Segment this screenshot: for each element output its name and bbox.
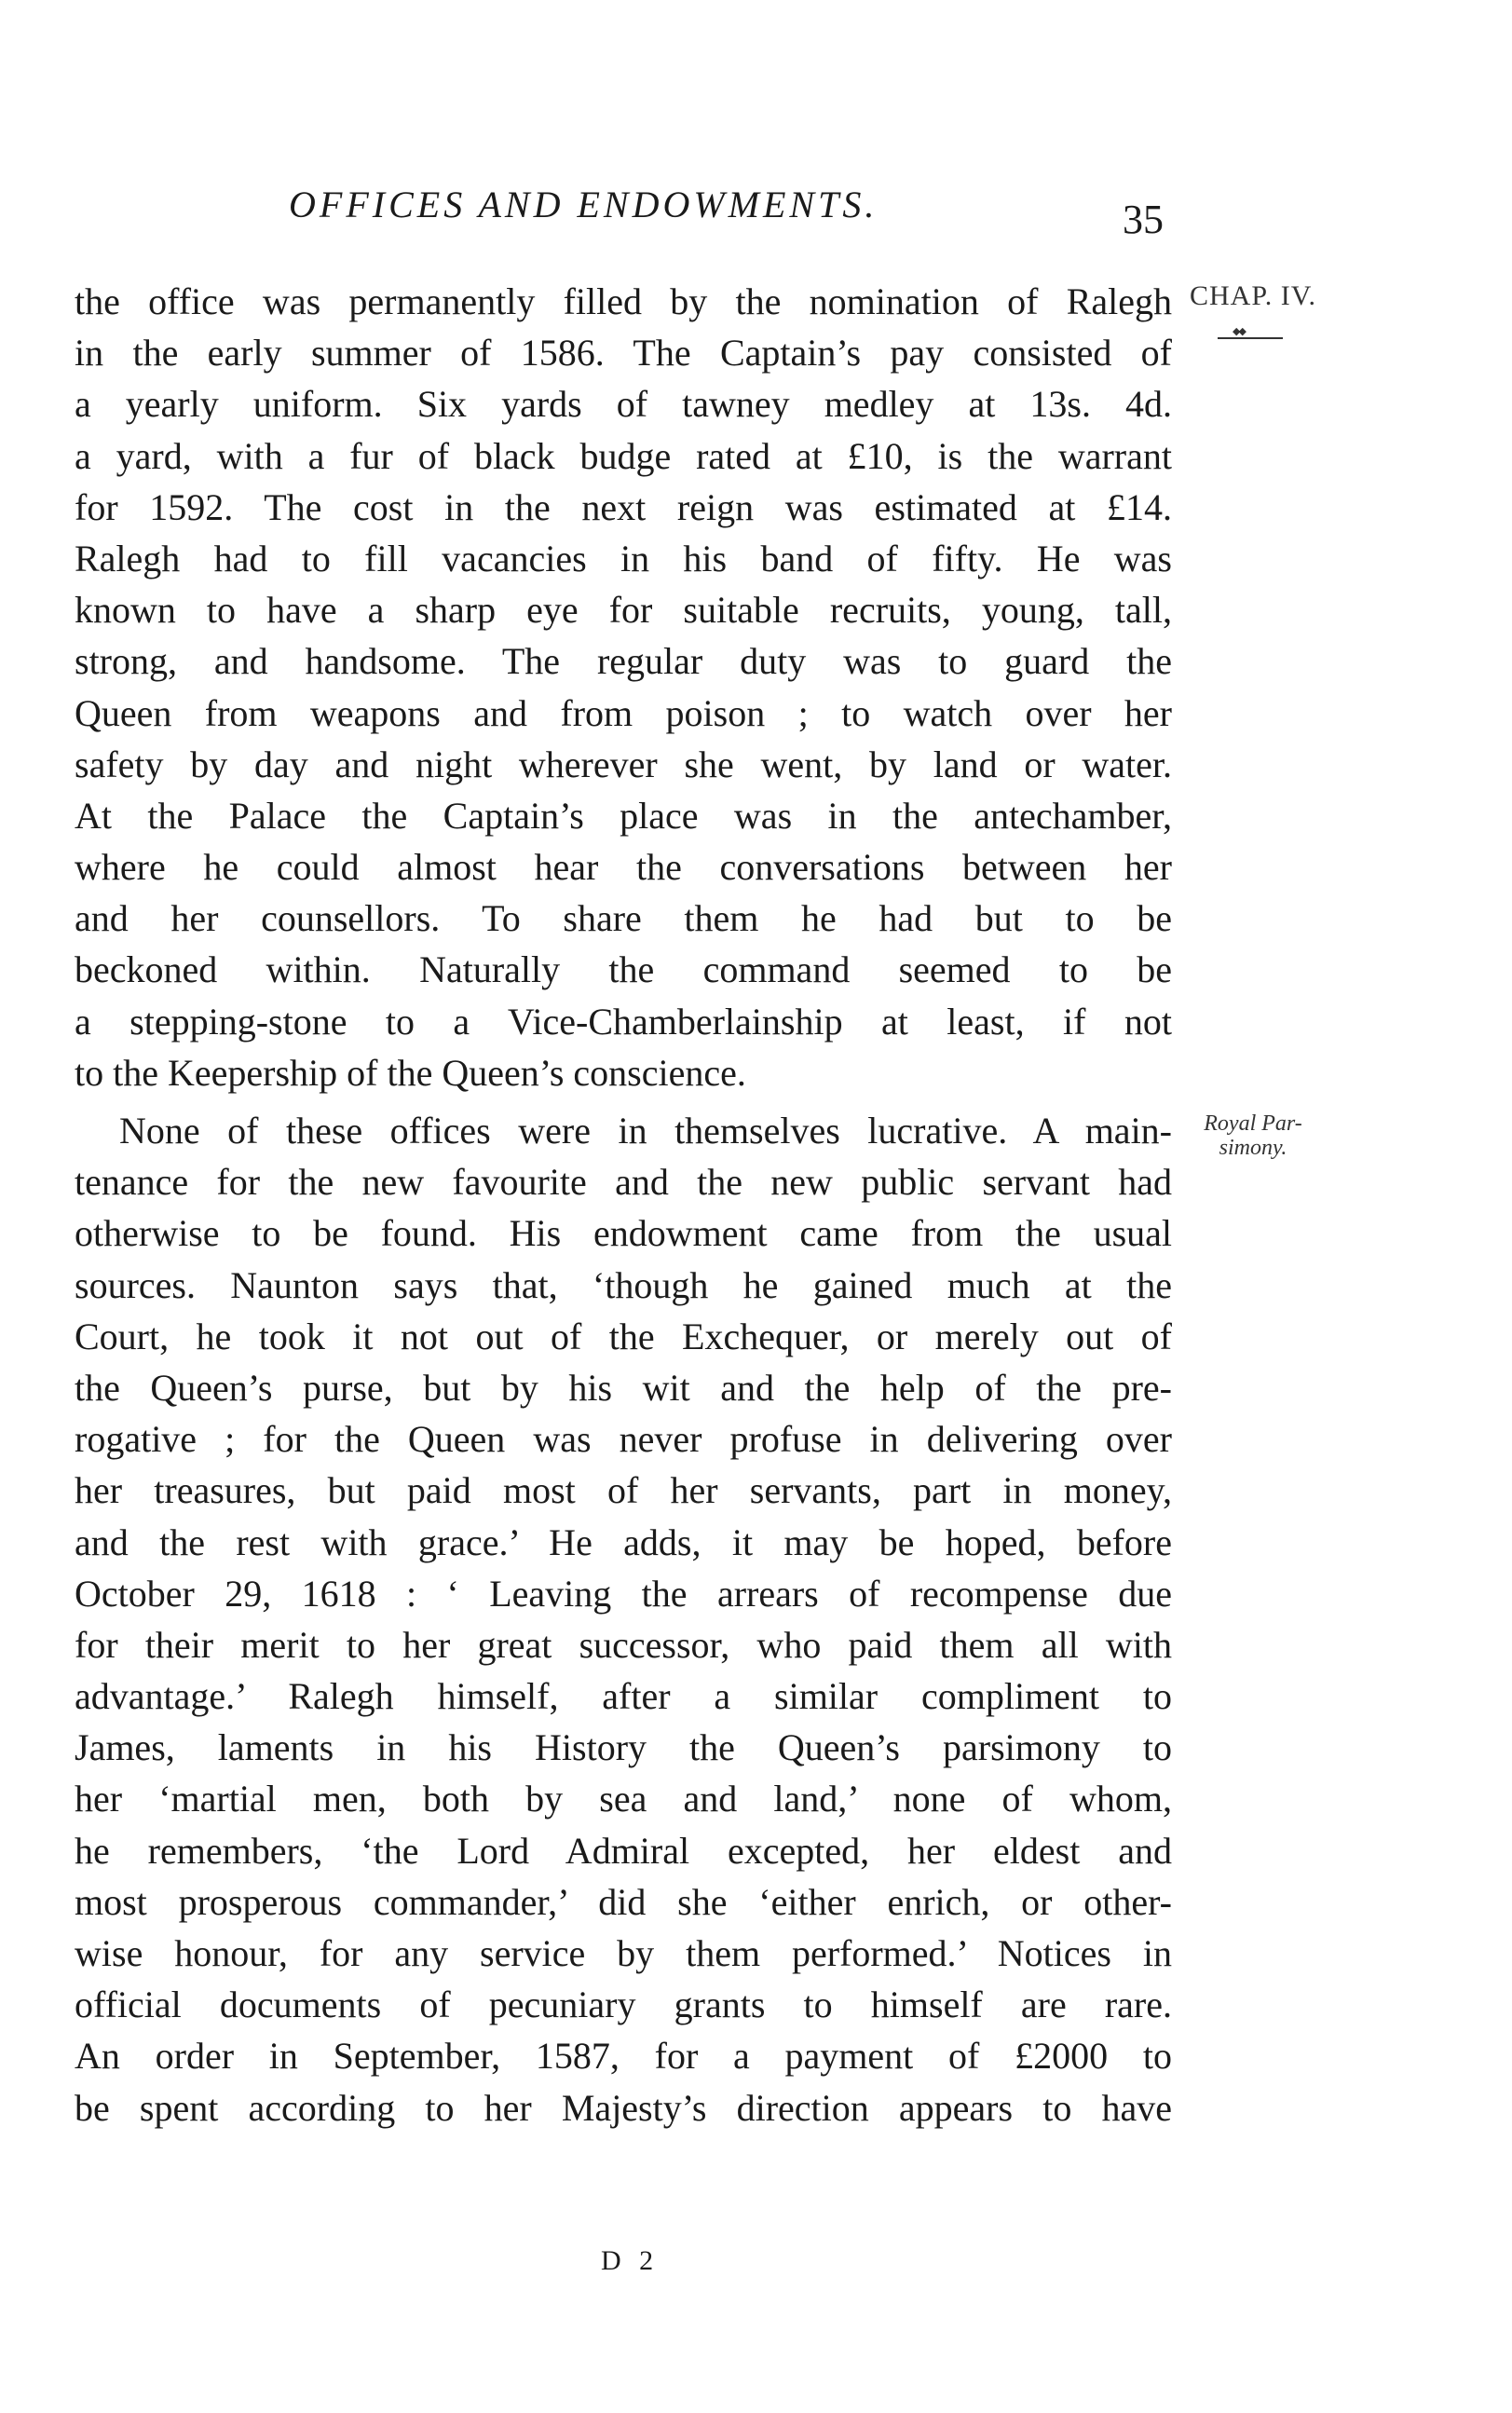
- chapter-ornament: [1218, 335, 1283, 341]
- chapter-marginal-label: CHAP. IV.: [1190, 280, 1316, 311]
- sidenote-line-2: simony.: [1219, 1136, 1287, 1160]
- text-line: otherwise to be found. His endowment came from the usual: [75, 1212, 1172, 1255]
- text-line: James, laments in his History the Queen’s parsimony to: [75, 1726, 1172, 1769]
- text-line: for 1592. The cost in the next reign was estimated at £14.: [75, 485, 1172, 528]
- text-line: Queen from weapons and from poison ; to watch over her: [75, 691, 1172, 734]
- text-line: for their merit to her great successor, who paid them all with: [75, 1623, 1172, 1666]
- sidenote-line-1: Royal Par-: [1204, 1111, 1302, 1136]
- page-number: 35: [1123, 197, 1164, 242]
- text-line: the office was permanently filled by the nomination of Ralegh: [75, 280, 1172, 322]
- text-line: An order in September, 1587, for a payment of £2000 to: [75, 2035, 1172, 2078]
- text-line: in the early summer of 1586. The Captain’s pay consisted of: [75, 332, 1172, 375]
- text-line: official documents of pecuniary grants to himself are rare.: [75, 1984, 1172, 2026]
- text-line: sources. Naunton says that, ‘though he gained much at the: [75, 1263, 1172, 1306]
- text-line: tenance for the new favourite and the new public servant had: [75, 1161, 1172, 1204]
- text-line: beckoned within. Naturally the command seemed to be: [75, 948, 1172, 991]
- text-line: her treasures, but paid most of her servants, part in money,: [75, 1469, 1172, 1512]
- page-header-title: OFFICES AND ENDOWMENTS.: [289, 184, 879, 225]
- text-line: to the Keepership of the Queen’s conscience.: [75, 1051, 746, 1094]
- text-line: her ‘martial men, both by sea and land,’ none of whom,: [75, 1778, 1172, 1820]
- body-text: [75, 276, 1172, 2134]
- text-line: most prosperous commander,’ did she ‘either enrich, or other-: [75, 1880, 1172, 1923]
- text-line: At the Palace the Captain’s place was in the antechamber,: [75, 794, 1172, 837]
- text-line: and the rest with grace.’ He adds, it may be hoped, before: [75, 1520, 1172, 1563]
- signature-mark: D 2: [601, 2245, 660, 2276]
- text-line: safety by day and night wherever she went, by land or water.: [75, 743, 1172, 785]
- text-line: where he could almost hear the conversations between her: [75, 846, 1172, 889]
- text-line: a stepping-stone to a Vice-Chamberlainship at least, if not: [75, 1000, 1172, 1043]
- text-line: strong, and handsome. The regular duty was to guard the: [75, 640, 1172, 683]
- text-line: Ralegh had to fill vacancies in his band of fifty. He was: [75, 537, 1172, 579]
- text-line: advantage.’ Ralegh himself, after a similar compliment to: [75, 1675, 1172, 1718]
- text-line: wise honour, for any service by them performed.’ Notices in: [75, 1932, 1172, 1974]
- text-line: be spent according to her Majesty’s direction appears to have: [75, 2086, 1172, 2129]
- text-line: rogative ; for the Queen was never profuse in delivering over: [75, 1418, 1172, 1461]
- text-line: and her counsellors. To share them he had but to be: [75, 897, 1172, 940]
- text-line: October 29, 1618 : ‘ Leaving the arrears of recompense due: [75, 1572, 1172, 1615]
- text-line: a yard, with a fur of black budge rated at £10, is the warrant: [75, 434, 1172, 477]
- text-line: a yearly uniform. Six yards of tawney medley at 13s. 4d.: [75, 383, 1172, 426]
- marginal-sidenote: [1197, 1111, 1309, 1160]
- text-line: Court, he took it not out of the Exchequer, or merely out of: [75, 1315, 1172, 1357]
- text-line: None of these offices were in themselves lucrative. A main-: [119, 1110, 1172, 1152]
- text-line: he remembers, ‘the Lord Admiral excepted, her eldest and: [75, 1829, 1172, 1872]
- text-line: the Queen’s purse, but by his wit and the help of the pre-: [75, 1366, 1172, 1409]
- text-line: known to have a sharp eye for suitable recruits, young, tall,: [75, 589, 1172, 632]
